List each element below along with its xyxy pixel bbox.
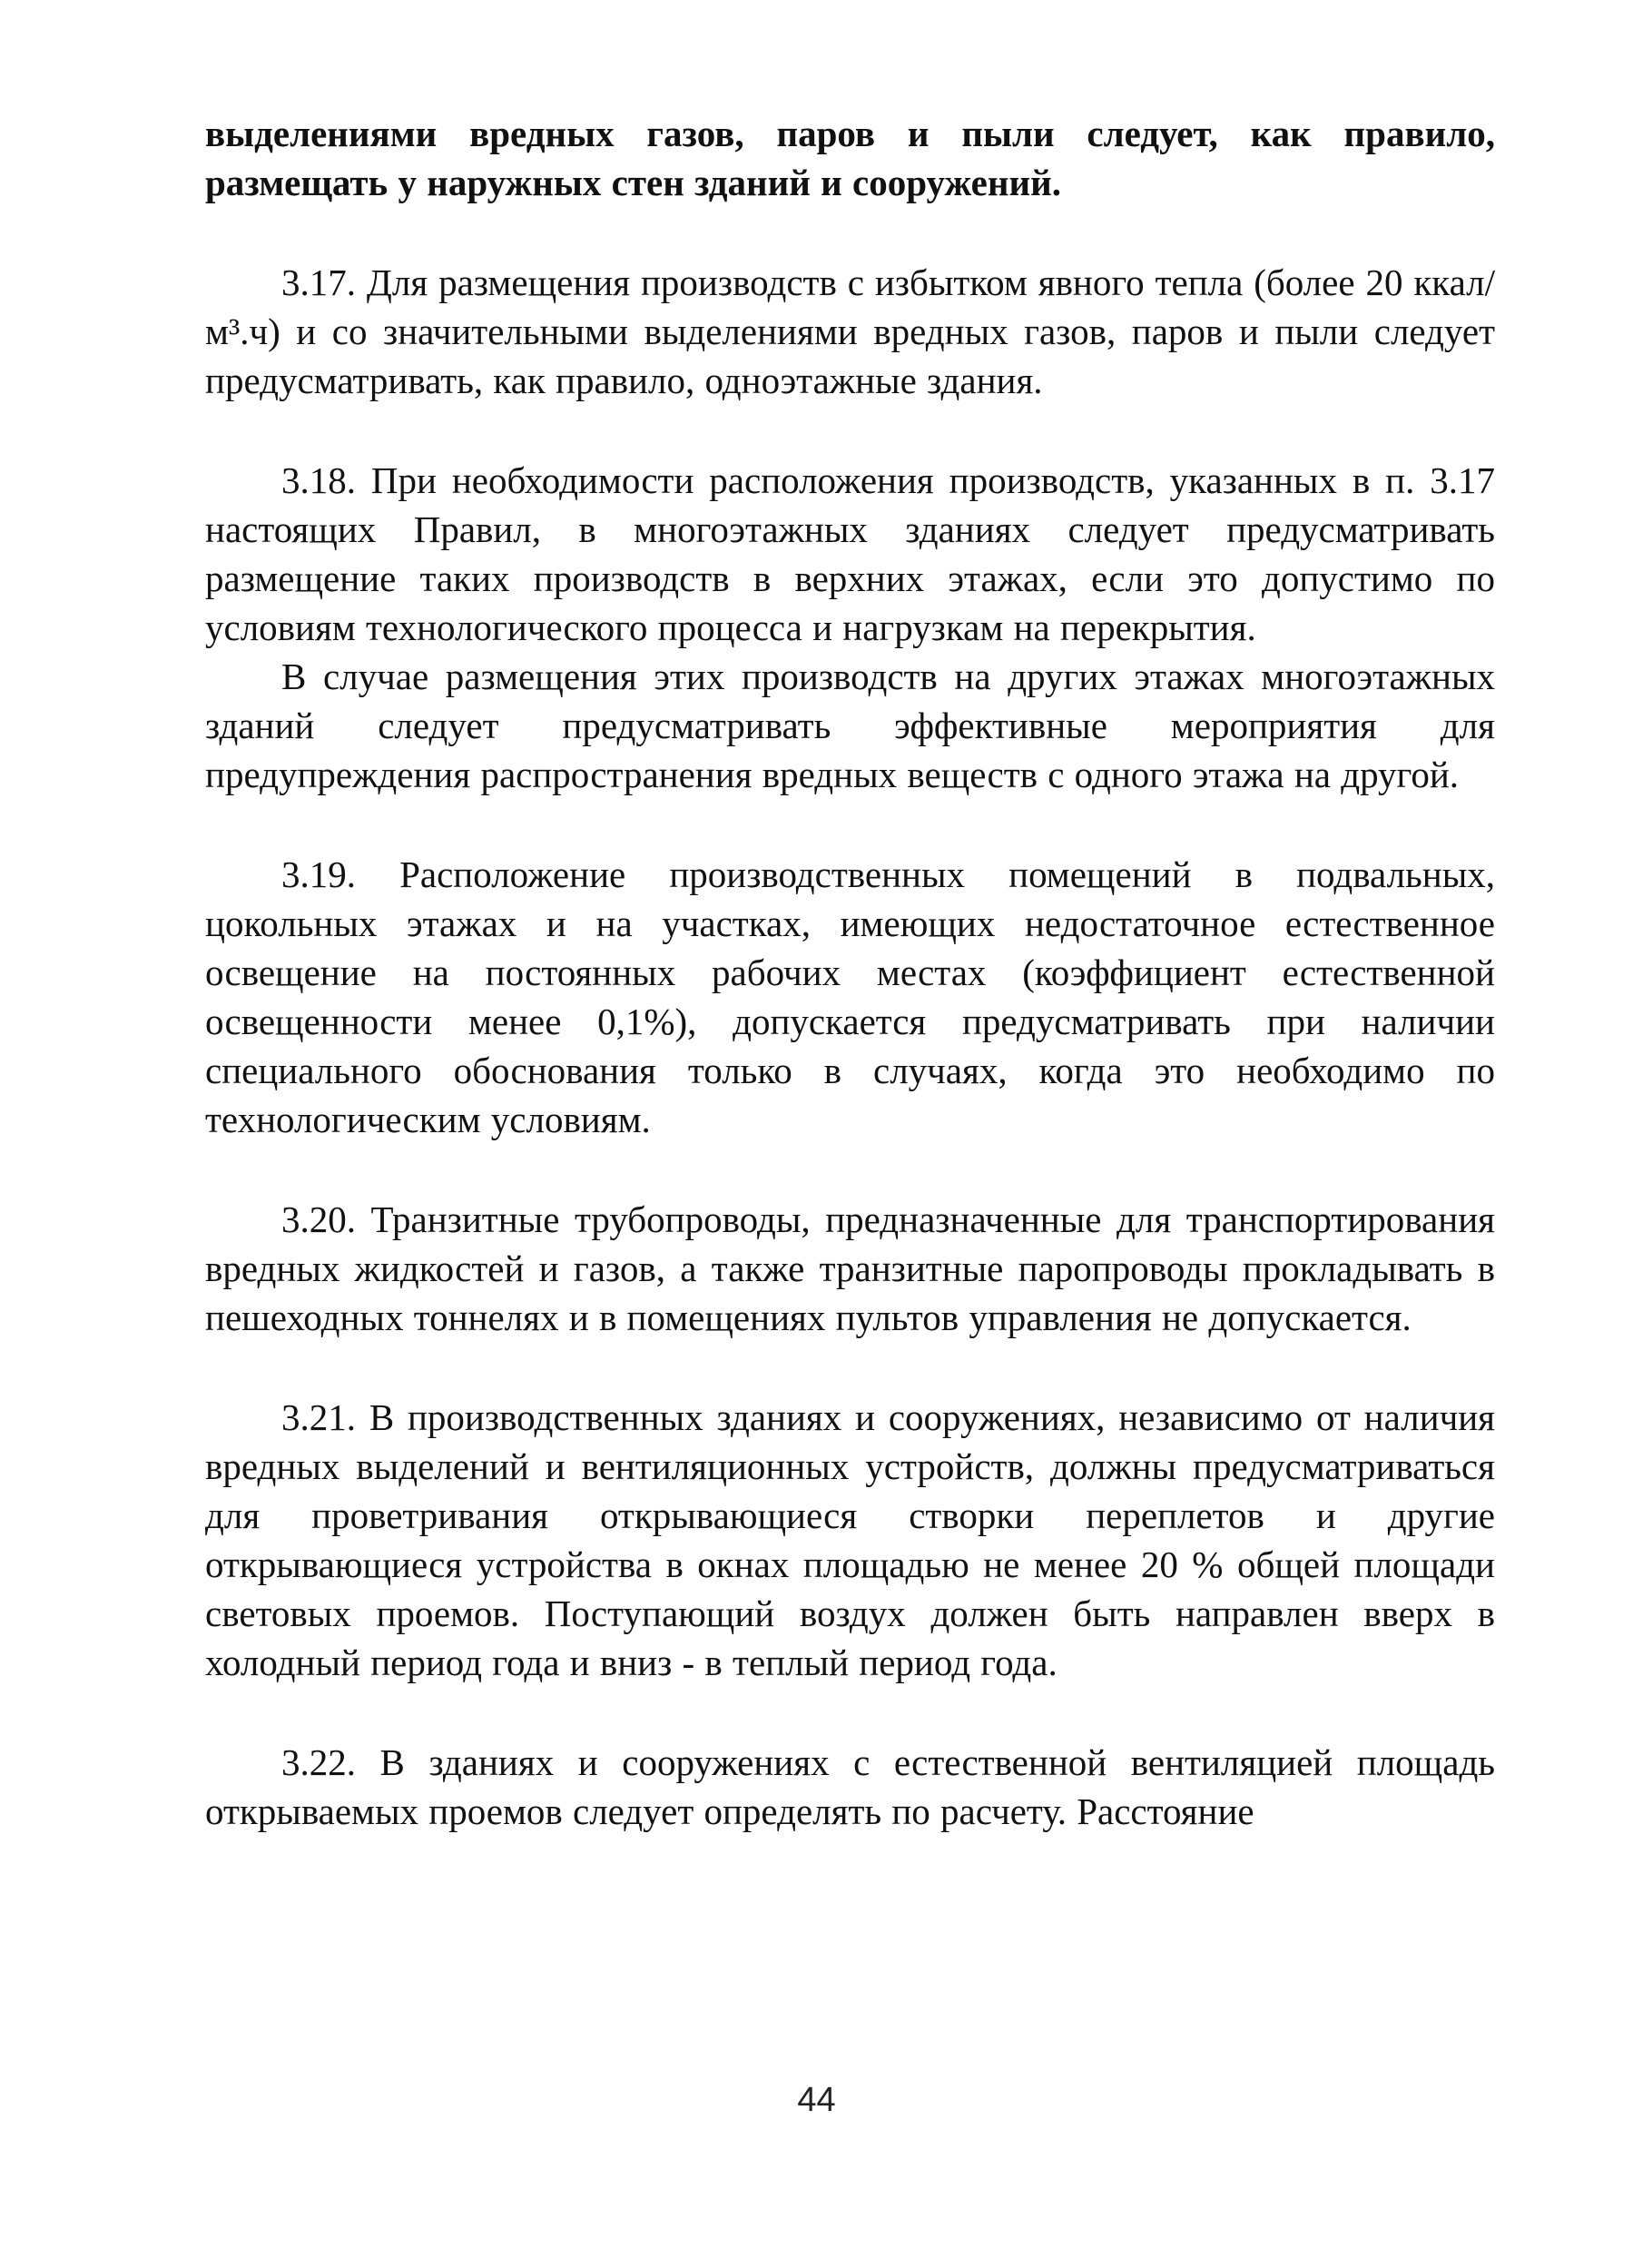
paragraph-3-22: 3.22. В зданиях и сооружениях с естественной вентиляцией площадь открываемых проемов следует определять по расчету. Расстояние: [205, 1741, 1495, 1832]
paragraph-3-20: 3.20. Транзитные трубопроводы, предназначенные для транспортирования вредных жидкостей и газов, а также транзитные паропроводы прокладывать в пешеходных тоннелях и в помещениях пультов управления не допускается.: [205, 1198, 1495, 1338]
paragraph-3-17: 3.17. Для размещения производств с избытком явного тепла (более 20 ккал/м³.ч) и со значительными выделениями вредных газов, паров и пыли следует предусматривать, как правило, одноэтажные здания.: [205, 261, 1495, 401]
paragraph-3-18-continued: В случае размещения этих производств на других этажах многоэтажных зданий следует предусматривать эффективные мероприятия для предупреждения распространения вредных веществ с одного этажа на другой.: [205, 656, 1495, 795]
paragraph-3-19: 3.19. Расположение производственных помещений в подвальных, цокольных этажах и на участках, имеющих недостаточное естественное освещение на постоянных рабочих местах (коэффициент естественной освещенности менее 0,1%), допускается предусматривать при наличии специального обоснования только в случаях, когда это необходимо по технологическим условиям.: [205, 853, 1495, 1140]
paragraph-3-18: 3.18. При необходимости расположения производств, указанных в п. 3.17 настоящих Правил, в многоэтажных зданиях следует предусматривать размещение таких производств в верхних этажах, если это допустимо по условиям технологического процесса и нагрузкам на перекрытия.: [205, 459, 1495, 648]
page-number: 44: [797, 2081, 836, 2119]
continuation-paragraph: выделениями вредных газов, паров и пыли следует, как правило, размещать у наружных стен зданий и сооружений.: [205, 113, 1495, 203]
paragraph-3-21: 3.21. В производственных зданиях и сооружениях, независимо от наличия вредных выделений и вентиляционных устройств, должны предусматриваться для проветривания открывающиеся створки переплетов и другие открывающиеся устройства в окнах площадью не менее 20 % общей площади световых проемов. Поступающий воздух должен быть направлен вверх в холодный период года и вниз - в теплый период года.: [205, 1396, 1495, 1683]
